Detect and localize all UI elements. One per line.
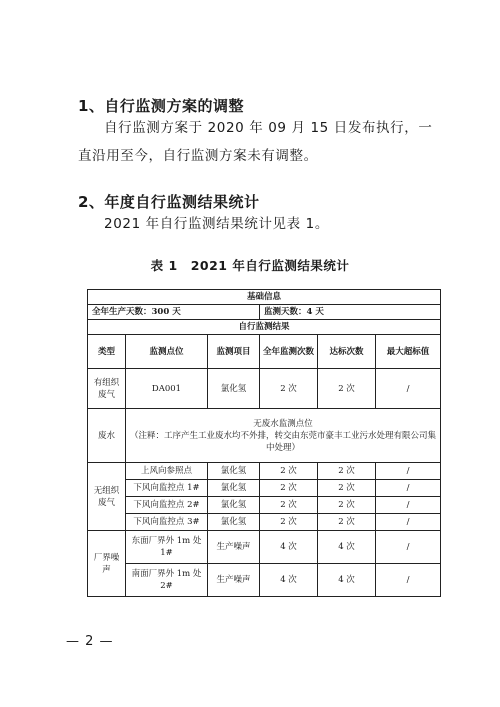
wastewater-note xyxy=(126,409,441,463)
table-row xyxy=(88,564,441,597)
type-cell: 无组织废气 xyxy=(88,463,126,531)
passed-cell: 2 次 xyxy=(318,497,376,514)
table-row xyxy=(88,497,441,514)
monitoring-results-table xyxy=(87,289,441,597)
item-cell: 氯化氢 xyxy=(208,497,260,514)
header-item: 监测项目 xyxy=(208,335,260,369)
max-cell: / xyxy=(376,463,441,480)
max-cell: / xyxy=(376,480,441,497)
max-cell: / xyxy=(376,497,441,514)
wastewater-note-line-2: （注释：工序产生工业废水均不外排，转交由东莞市豪丰工业污水处理有限公司集中处理） xyxy=(130,430,437,453)
point-cell: 南面厂界外 1m 处 2# xyxy=(126,564,208,597)
type-cell: 有组织废气 xyxy=(88,369,126,409)
max-cell: / xyxy=(376,369,441,409)
table-caption: 表 1 2021 年自行监测结果统计 xyxy=(150,258,350,273)
times-cell: 2 次 xyxy=(260,369,318,409)
wastewater-note-line-1: 无废水监测点位 xyxy=(253,418,313,429)
item-cell: 氯化氢 xyxy=(208,369,260,409)
table-row xyxy=(88,369,441,409)
section-1-paragraph: 自行监测方案于 2020 年 09 月 15 日发布执行，一直沿用至今，自行监测方案未有调整。 xyxy=(78,120,433,164)
table-header-row xyxy=(88,335,441,369)
type-cell: 厂界噪声 xyxy=(88,531,126,597)
item-cell: 生产噪声 xyxy=(208,531,260,564)
times-cell: 4 次 xyxy=(260,564,318,597)
point-cell: 东面厂界外 1m 处 1# xyxy=(126,531,208,564)
passed-cell: 2 次 xyxy=(318,369,376,409)
times-cell: 4 次 xyxy=(260,531,318,564)
max-cell: / xyxy=(376,564,441,597)
header-type: 类型 xyxy=(88,335,126,369)
max-cell: / xyxy=(376,514,441,531)
point-cell: DA001 xyxy=(126,369,208,409)
results-title: 自行监测结果 xyxy=(88,320,441,335)
times-cell: 2 次 xyxy=(260,497,318,514)
header-times: 全年监测次数 xyxy=(260,335,318,369)
passed-cell: 2 次 xyxy=(318,480,376,497)
point-cell: 下风向监控点 1# xyxy=(126,480,208,497)
basic-info-title: 基础信息 xyxy=(88,290,441,305)
item-cell: 氯化氢 xyxy=(208,514,260,531)
section-2-heading: 2、年度自行监测结果统计 xyxy=(78,193,260,211)
header-point: 监测点位 xyxy=(126,335,208,369)
passed-cell: 2 次 xyxy=(318,514,376,531)
days-row xyxy=(88,305,441,320)
results-title-row xyxy=(88,320,441,335)
item-cell: 氯化氢 xyxy=(208,480,260,497)
monitoring-days: 监测天数：4 天 xyxy=(260,305,441,320)
passed-cell: 4 次 xyxy=(318,564,376,597)
production-days: 全年生产天数：300 天 xyxy=(88,305,260,320)
times-cell: 2 次 xyxy=(260,463,318,480)
item-cell: 氯化氢 xyxy=(208,463,260,480)
passed-cell: 2 次 xyxy=(318,463,376,480)
passed-cell: 4 次 xyxy=(318,531,376,564)
type-cell: 废水 xyxy=(88,409,126,463)
item-cell: 生产噪声 xyxy=(208,564,260,597)
basic-info-row xyxy=(88,290,441,305)
table-row xyxy=(88,463,441,480)
page-number: — 2 — xyxy=(66,634,114,649)
table-row xyxy=(88,531,441,564)
point-cell: 上风向参照点 xyxy=(126,463,208,480)
table-row xyxy=(88,514,441,531)
times-cell: 2 次 xyxy=(260,514,318,531)
table-row xyxy=(88,480,441,497)
section-2-paragraph: 2021 年自行监测结果统计见表 1。 xyxy=(104,216,329,232)
header-max: 最大超标值 xyxy=(376,335,441,369)
point-cell: 下风向监控点 3# xyxy=(126,514,208,531)
max-cell: / xyxy=(376,531,441,564)
section-1-heading: 1、自行监测方案的调整 xyxy=(78,97,244,115)
point-cell: 下风向监控点 2# xyxy=(126,497,208,514)
header-passed: 达标次数 xyxy=(318,335,376,369)
table-row xyxy=(88,409,441,463)
times-cell: 2 次 xyxy=(260,480,318,497)
